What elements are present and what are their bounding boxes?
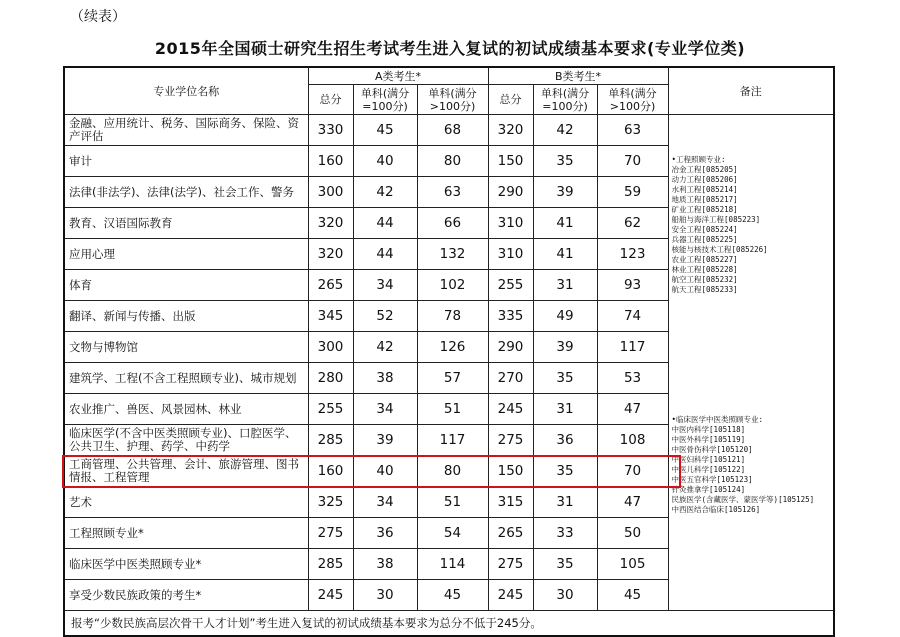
cell-degree-name: 体育 [64,270,308,301]
cell-a-s2: 63 [417,177,488,208]
cell-degree-name: 工程照顾专业* [64,518,308,549]
cell-a-total: 300 [308,177,353,208]
cell-a-s2: 78 [417,301,488,332]
cell-a-s2: 51 [417,394,488,425]
cell-b-total: 290 [488,332,533,363]
remark-item: 中医骨伤科学[105120] [671,445,753,454]
cell-b-total: 150 [488,146,533,177]
remark-item: 船舶与海洋工程[085223] [671,215,761,224]
cell-degree-name: 教育、汉语国际教育 [64,208,308,239]
remark-item: 动力工程[085206] [671,175,738,184]
cell-b-s1: 30 [533,580,597,611]
cell-b-total: 265 [488,518,533,549]
cell-a-s2: 117 [417,425,488,456]
remark-item: 农业工程[085227] [671,255,738,264]
cell-degree-name: 法律(非法学)、法律(法学)、社会工作、警务 [64,177,308,208]
remark-item: 中西医结合临床[105126] [671,505,761,514]
cell-b-s1: 41 [533,208,597,239]
cell-a-s2: 66 [417,208,488,239]
cell-b-total: 290 [488,177,533,208]
header-b-single100: 单科(满分=100分) [533,85,597,115]
remark-item: 航天工程[085233] [671,285,738,294]
cell-a-total: 345 [308,301,353,332]
remark-item: 中医儿科学[105122] [671,465,746,474]
header-a-single100: 单科(满分=100分) [353,85,417,115]
remark-item: 冶金工程[085205] [671,165,738,174]
cell-a-total: 245 [308,580,353,611]
cell-b-s1: 42 [533,115,597,146]
cell-degree-name: 农业推广、兽医、风景园林、林业 [64,394,308,425]
cell-degree-name: 临床医学中医类照顾专业* [64,549,308,580]
header-group-b: B类考生* [488,67,668,85]
cell-b-s1: 33 [533,518,597,549]
remark-item: 航空工程[085232] [671,275,738,284]
cell-a-total: 160 [308,146,353,177]
cell-b-s2: 93 [597,270,668,301]
cell-b-total: 315 [488,487,533,518]
cell-b-s2: 70 [597,456,668,487]
header-a-total: 总分 [308,85,353,115]
remark-item: 核能与核技术工程[085226] [671,245,768,254]
score-table [63,66,835,637]
cell-a-s1: 44 [353,208,417,239]
table-row [64,115,834,146]
cell-a-s1: 36 [353,518,417,549]
cell-b-s1: 31 [533,487,597,518]
cell-degree-name: 享受少数民族政策的考生* [64,580,308,611]
remark-item: 安全工程[085224] [671,225,738,234]
page-title: 2015年全国硕士研究生招生考试考生进入复试的初试成绩基本要求(专业学位类) [154,39,746,58]
cell-degree-name: 应用心理 [64,239,308,270]
cell-a-s1: 39 [353,425,417,456]
cell-a-s1: 34 [353,270,417,301]
cell-a-s1: 30 [353,580,417,611]
cell-a-total: 285 [308,425,353,456]
header-remark: 备注 [668,67,834,115]
cell-b-s1: 41 [533,239,597,270]
cell-degree-name: 金融、应用统计、税务、国际商务、保险、资产评估 [64,115,308,146]
cell-a-s2: 102 [417,270,488,301]
cell-degree-name: 文物与博物馆 [64,332,308,363]
cell-a-s2: 132 [417,239,488,270]
header-a-single-over100: 单科(满分>100分) [417,85,488,115]
remark-item: 地质工程[085217] [671,195,738,204]
cell-a-s2: 114 [417,549,488,580]
cell-a-s1: 38 [353,549,417,580]
cell-b-total: 310 [488,239,533,270]
cell-b-s2: 53 [597,363,668,394]
header-b-single-over100: 单科(满分>100分) [597,85,668,115]
cell-b-s2: 62 [597,208,668,239]
cell-degree-name: 审计 [64,146,308,177]
remark-item: 中医妇科学[105121] [671,455,746,464]
cell-a-s1: 44 [353,239,417,270]
cell-degree-name: 翻译、新闻与传播、出版 [64,301,308,332]
cell-degree-name: 艺术 [64,487,308,518]
cell-b-s1: 49 [533,301,597,332]
cell-a-s1: 38 [353,363,417,394]
cell-b-s1: 31 [533,270,597,301]
cell-b-s2: 70 [597,146,668,177]
cell-a-total: 275 [308,518,353,549]
cell-a-s1: 40 [353,146,417,177]
cell-a-s1: 42 [353,177,417,208]
cell-a-s2: 68 [417,115,488,146]
cell-a-s2: 126 [417,332,488,363]
remark-item: 矿业工程[085218] [671,205,738,214]
cell-a-s2: 45 [417,580,488,611]
cell-b-s2: 45 [597,580,668,611]
cell-a-total: 255 [308,394,353,425]
cell-a-total: 280 [308,363,353,394]
cell-a-s1: 40 [353,456,417,487]
continued-label: （续表） [70,9,126,25]
header-name: 专业学位名称 [64,67,308,115]
cell-b-s2: 123 [597,239,668,270]
remark-item: 中医五官科学[105123] [671,475,753,484]
cell-b-total: 245 [488,394,533,425]
cell-a-s1: 45 [353,115,417,146]
remark-item: 水利工程[085214] [671,185,738,194]
cell-a-s1: 52 [353,301,417,332]
header-group-a: A类考生* [308,67,488,85]
remark-item: 民族医学(含藏医学、蒙医学等)[105125] [671,495,815,504]
cell-b-total: 270 [488,363,533,394]
cell-a-s2: 54 [417,518,488,549]
cell-b-s1: 36 [533,425,597,456]
cell-b-s1: 31 [533,394,597,425]
cell-degree-name: 建筑学、工程(不含工程照顾专业)、城市规划 [64,363,308,394]
cell-a-total: 325 [308,487,353,518]
cell-b-s2: 50 [597,518,668,549]
cell-b-s2: 59 [597,177,668,208]
remark-clinical-title: •临床医学中医类照顾专业: [671,415,764,424]
cell-b-s2: 74 [597,301,668,332]
cell-b-total: 245 [488,580,533,611]
cell-a-s2: 80 [417,456,488,487]
cell-b-total: 275 [488,549,533,580]
cell-b-s1: 35 [533,549,597,580]
footer-note: 报考“少数民族高层次骨干人才计划”考生进入复试的初试成绩基本要求为总分不低于245分。 [64,611,834,637]
cell-a-s2: 57 [417,363,488,394]
cell-degree-name: 临床医学(不含中医类照顾专业)、口腔医学、公共卫生、护理、药学、中药学 [64,425,308,456]
remark-item: 中医内科学[105118] [671,425,746,434]
cell-b-s1: 39 [533,332,597,363]
cell-a-s2: 51 [417,487,488,518]
cell-remark [668,115,834,611]
cell-a-total: 330 [308,115,353,146]
cell-a-total: 320 [308,239,353,270]
cell-b-s1: 35 [533,146,597,177]
remark-item: 中医外科学[105119] [671,435,746,444]
remark-item: 针灸推拿学[105124] [671,485,746,494]
cell-b-total: 310 [488,208,533,239]
cell-b-s2: 47 [597,394,668,425]
cell-a-total: 265 [308,270,353,301]
cell-degree-name: 工商管理、公共管理、会计、旅游管理、图书情报、工程管理 [64,456,308,487]
cell-a-s1: 34 [353,394,417,425]
cell-b-total: 150 [488,456,533,487]
cell-b-s1: 35 [533,363,597,394]
cell-a-total: 285 [308,549,353,580]
cell-a-s1: 34 [353,487,417,518]
remark-item: 林业工程[085228] [671,265,738,274]
remark-item: 兵器工程[085225] [671,235,738,244]
cell-b-s2: 117 [597,332,668,363]
cell-b-total: 320 [488,115,533,146]
header-b-total: 总分 [488,85,533,115]
cell-b-total: 255 [488,270,533,301]
cell-a-total: 320 [308,208,353,239]
cell-a-s2: 80 [417,146,488,177]
remark-engineering-title: •工程照顾专业: [671,155,726,164]
cell-b-s1: 39 [533,177,597,208]
cell-a-total: 300 [308,332,353,363]
cell-b-s2: 47 [597,487,668,518]
cell-b-s1: 35 [533,456,597,487]
cell-b-total: 335 [488,301,533,332]
cell-b-s2: 105 [597,549,668,580]
cell-b-total: 275 [488,425,533,456]
cell-a-total: 160 [308,456,353,487]
cell-b-s2: 108 [597,425,668,456]
cell-a-s1: 42 [353,332,417,363]
cell-b-s2: 63 [597,115,668,146]
